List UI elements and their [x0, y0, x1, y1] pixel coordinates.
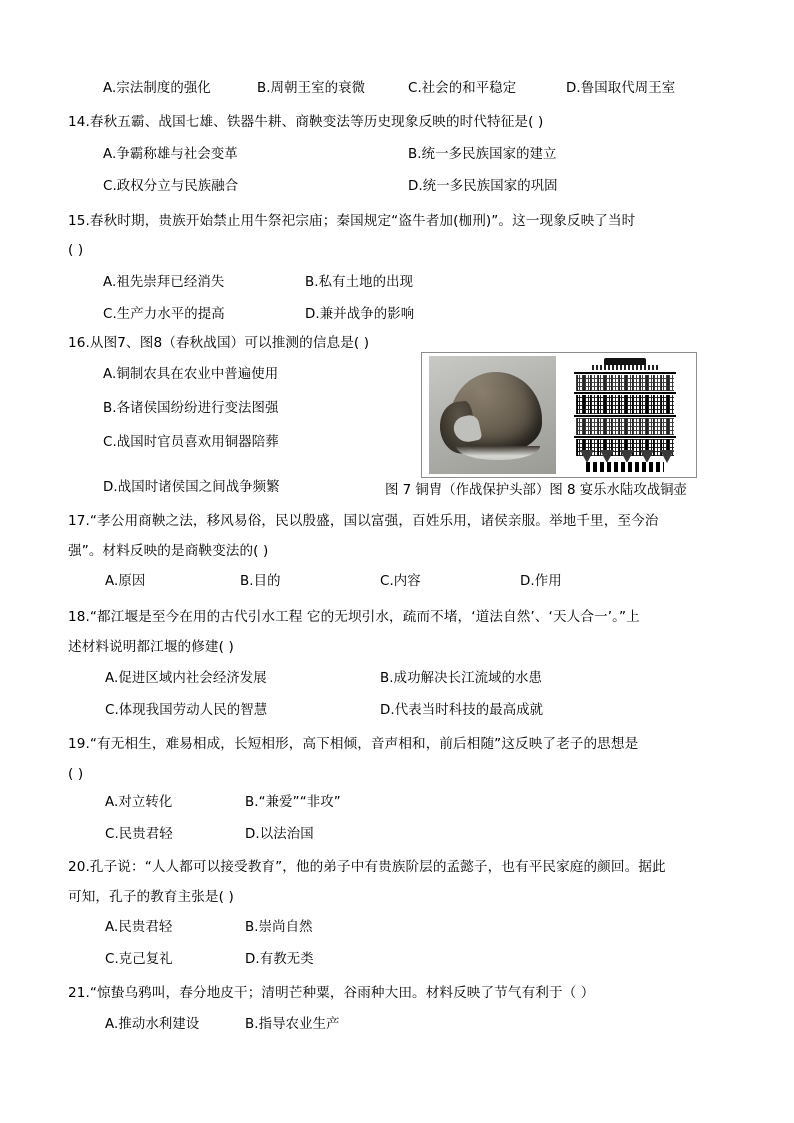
bronze-hu-vessel-image: [562, 356, 689, 474]
vessel-lid: [604, 358, 646, 365]
q16-option-b: B.各诸侯国纷纷进行变法图强: [103, 401, 279, 416]
q19-stem-line1: 19.“有无相生，难易相成，长短相形，高下相倾，音声相和，前后相随”这反映了老子的思想是: [68, 736, 639, 752]
vessel-rule-3: [574, 415, 676, 417]
q20-stem-line1: 20.孔子说：“人人都可以接受教育”，他的弟子中有贵族阶层的孟懿子，也有平民家庭的颜回。据此: [68, 859, 666, 875]
vessel-foot: [586, 462, 664, 472]
q14-option-a: A.争霸称雄与社会变革: [103, 147, 238, 162]
vessel-rule-4: [574, 436, 676, 438]
q14-option-b: B.统一多民族国家的建立: [408, 147, 557, 162]
q20-option-a: A.民贵君轻: [105, 920, 173, 935]
q13-option-c: C.社会的和平稳定: [408, 81, 517, 96]
helmet-shape: [440, 372, 544, 458]
q15-stem-line2: ( ): [68, 242, 84, 258]
vessel-rule-1: [574, 372, 676, 374]
q18-option-d: D.代表当时科技的最高成就: [380, 703, 544, 718]
q21-option-b: B.指导农业生产: [245, 1017, 340, 1032]
q17-option-c: C.内容: [380, 574, 421, 589]
vessel-scene-band-2: [576, 395, 674, 414]
q20-stem-line2: 可知，孔子的教育主张是( ): [68, 889, 234, 905]
vessel-scene-band-1: [576, 375, 674, 391]
q18-stem-line1: 18.“都江堰是至今在用的古代引水工程 它的无坝引水，疏而不堵，‘道法自然’、‘天人合一’。”上: [68, 609, 640, 625]
q17-option-d: D.作用: [520, 574, 562, 589]
vessel-neck: [592, 365, 658, 370]
bronze-helmet-image: [429, 356, 556, 474]
q17-stem-line1: 17.“孝公用商鞅之法，移风易俗，民以殷盛，国以富强，百姓乐用，诸侯亲服。举地千里，至今治: [68, 513, 659, 529]
q13-option-b: B.周朝王室的衰微: [257, 81, 366, 96]
q14-option-c: C.政权分立与民族融合: [103, 179, 239, 194]
q18-option-b: B.成功解决长江流域的水患: [380, 671, 543, 686]
q16-stem: 16.从图7、图8（春秋战国）可以推测的信息是( ): [68, 335, 370, 351]
q19-option-b: B.“兼爱”“非攻”: [245, 795, 341, 810]
q20-option-c: C.克己复礼: [105, 952, 173, 967]
q15-option-d: D.兼并战争的影响: [305, 307, 415, 322]
q15-option-a: A.祖先崇拜已经消失: [103, 275, 225, 290]
q18-option-a: A.促进区域内社会经济发展: [105, 671, 267, 686]
vessel-rule-2: [574, 392, 676, 394]
q15-stem-line1: 15.春秋时期，贵族开始禁止用牛祭祀宗庙；秦国规定“盗牛者加(枷刑)”。这一现象反映了当时: [68, 213, 636, 229]
q21-option-a: A.推动水利建设: [105, 1017, 200, 1032]
q17-option-a: A.原因: [105, 574, 146, 589]
q14-option-d: D.统一多民族国家的巩固: [408, 179, 558, 194]
q13-option-d: D.鲁国取代周王室: [566, 81, 676, 96]
q19-option-d: D.以法治国: [245, 827, 314, 842]
q20-option-d: D.有教无类: [245, 952, 314, 967]
helmet-rim: [456, 446, 540, 460]
q16-option-a: A.铜制农具在农业中普遍使用: [103, 367, 279, 382]
q15-option-c: C.生产力水平的提高: [103, 307, 225, 322]
q19-option-c: C.民贵君轻: [105, 827, 173, 842]
q20-option-b: B.崇尚自然: [245, 920, 313, 935]
q18-option-c: C.体现我国劳动人民的智慧: [105, 703, 268, 718]
q19-option-a: A.对立转化: [105, 795, 173, 810]
q17-stem-line2: 强”。材料反映的是商鞅变法的( ): [68, 543, 269, 559]
vessel-shape: [570, 358, 680, 472]
q21-stem: 21.“惊蛰乌鸦叫，春分地皮干；清明芒种粟，谷雨种大田。材料反映了节气有利于（ ）: [68, 985, 595, 1001]
q17-option-b: B.目的: [240, 574, 281, 589]
q18-stem-line2: 述材料说明都江堰的修建( ): [68, 639, 234, 655]
q16-option-d: D.战国时诸侯国之间战争频繁: [103, 480, 280, 495]
vessel-scene-band-3: [576, 418, 674, 435]
q16-figure-frame: [421, 352, 697, 478]
q16-figure-caption: 图 7 铜胄（作战保护头部）图 8 宴乐水陆攻战铜壶: [385, 483, 687, 498]
q16-option-c: C.战国时官员喜欢用铜器陪葬: [103, 435, 279, 450]
q14-stem: 14.春秋五霸、战国七雄、铁器牛耕、商鞅变法等历史现象反映的时代特征是( ): [68, 114, 544, 130]
q13-option-a: A.宗法制度的强化: [103, 81, 211, 96]
q19-stem-line2: ( ): [68, 766, 84, 782]
q15-option-b: B.私有土地的出现: [305, 275, 414, 290]
